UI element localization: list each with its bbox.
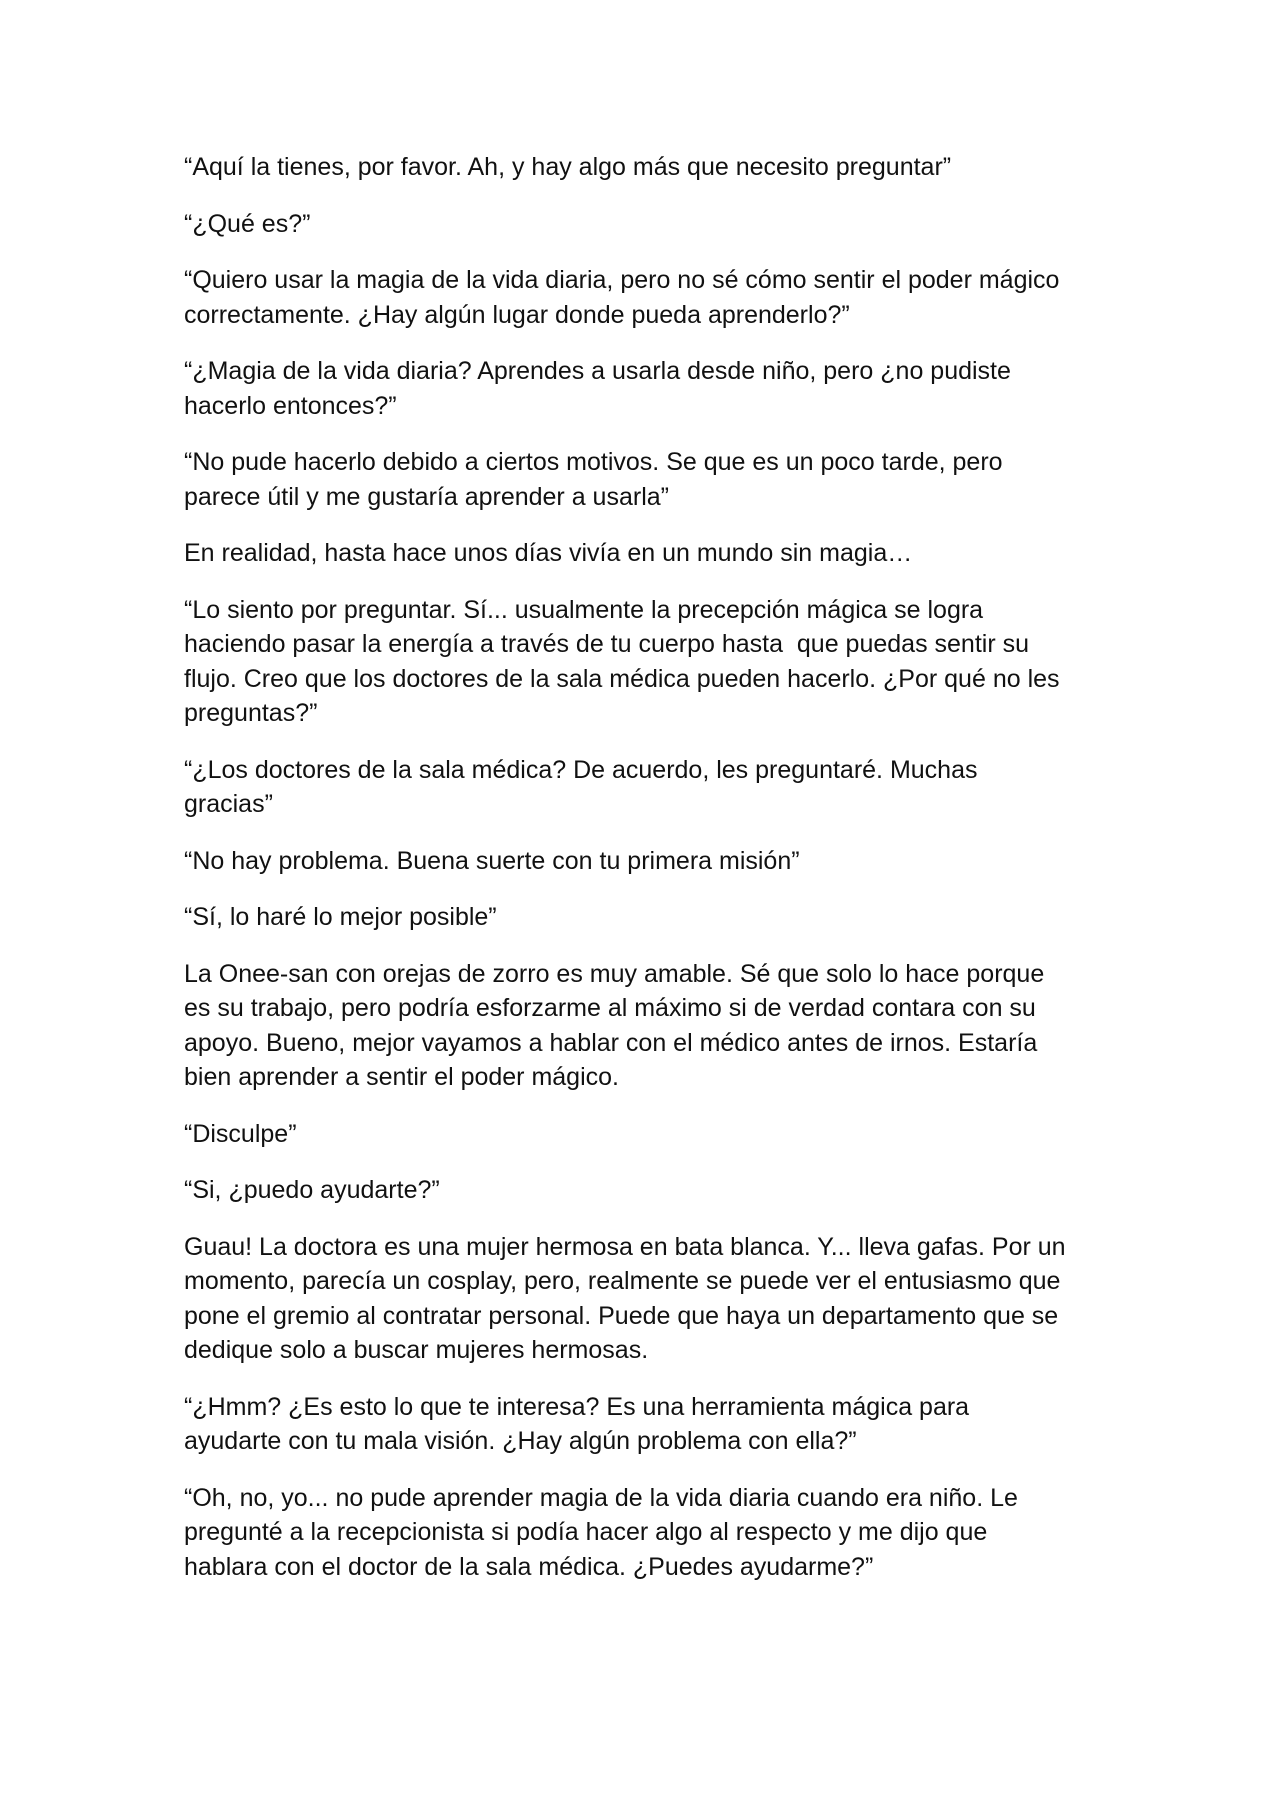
paragraph [184, 1117, 1124, 1152]
text-line: En realidad, hasta hace unos días vivía en un mundo sin magia… [184, 539, 913, 567]
text-line: correctamente. ¿Hay algún lugar donde pueda aprenderlo?” [184, 300, 850, 329]
text-line: preguntas?” [184, 699, 318, 727]
text-line: pone el gremio al contratar personal. Puede que haya un departamento que se [184, 1301, 1059, 1330]
text-line: momento, parecía un cosplay, pero, realmente se puede ver el entusiasmo que [184, 1267, 1061, 1295]
text-line: Guau! La doctora es una mujer hermosa en bata blanca. Y... lleva gafas. Por un [184, 1232, 1066, 1261]
paragraph [184, 957, 1124, 1095]
text-line: “Lo siento por preguntar. Sí... usualmente la precepción mágica se logra [184, 595, 984, 624]
paragraph [184, 1173, 1124, 1208]
text-line: “Disculpe” [184, 1119, 297, 1148]
text-line: “No pude hacerlo debido a ciertos motivos. Se que es un poco tarde, pero [184, 448, 1003, 476]
text-line: flujo. Creo que los doctores de la sala médica pueden hacerlo. ¿Por qué no les [184, 664, 1060, 693]
text-line: hacerlo entonces?” [184, 391, 397, 420]
text-line: ayudarte con tu mala visión. ¿Hay algún problema con ella?” [184, 1427, 857, 1455]
text-line: gracias” [184, 790, 273, 818]
paragraph [184, 753, 1124, 822]
text-line: dedique solo a buscar mujeres hermosas. [184, 1336, 649, 1364]
text-line: apoyo. Bueno, mejor vayamos a hablar con el médico antes de irnos. Estaría [184, 1028, 1038, 1057]
text-line: pregunté a la recepcionista si podía hacer algo al respecto y me dijo que [184, 1518, 988, 1546]
text-line: “¿Hmm? ¿Es esto lo que te interesa? Es una herramienta mágica para [184, 1392, 970, 1421]
paragraph [184, 445, 1124, 514]
text-line: “¿Los doctores de la sala médica? De acuerdo, les preguntaré. Muchas [184, 755, 978, 784]
text-line: “Quiero usar la magia de la vida diaria, pero no sé cómo sentir el poder mágico [184, 266, 1060, 294]
text-line: “¿Qué es?” [184, 209, 311, 238]
paragraph [184, 536, 1124, 571]
text-line: La Onee-san con orejas de zorro es muy amable. Sé que solo lo hace porque [184, 959, 1045, 988]
text-line: “Sí, lo haré lo mejor posible” [184, 903, 497, 931]
text-line: parece útil y me gustaría aprender a usarla” [184, 482, 669, 511]
text-line: “¿Magia de la vida diaria? Aprendes a usarla desde niño, pero ¿no pudiste [184, 357, 1011, 385]
text-line: “Si, ¿puedo ayudarte?” [184, 1176, 440, 1204]
paragraph [184, 1481, 1124, 1585]
text-line: “No hay problema. Buena suerte con tu primera misión” [184, 846, 800, 875]
document-body [184, 150, 1124, 1606]
paragraph [184, 593, 1124, 731]
paragraph [184, 1390, 1124, 1459]
text-line: haciendo pasar la energía a través de tu cuerpo hasta que puedas sentir su [184, 630, 1030, 658]
paragraph [184, 900, 1124, 935]
text-line: “Aquí la tienes, por favor. Ah, y hay algo más que necesito preguntar” [184, 153, 952, 181]
text-line: es su trabajo, pero podría esforzarme al máximo si de verdad contara con su [184, 994, 1036, 1022]
paragraph [184, 150, 1124, 185]
paragraph [184, 207, 1124, 242]
text-line: hablara con el doctor de la sala médica. ¿Puedes ayudarme?” [184, 1552, 874, 1581]
text-line: “Oh, no, yo... no pude aprender magia de la vida diaria cuando era niño. Le [184, 1483, 1018, 1512]
paragraph [184, 263, 1124, 332]
paragraph [184, 844, 1124, 879]
text-line: bien aprender a sentir el poder mágico. [184, 1063, 619, 1091]
paragraph [184, 1230, 1124, 1368]
paragraph [184, 354, 1124, 423]
